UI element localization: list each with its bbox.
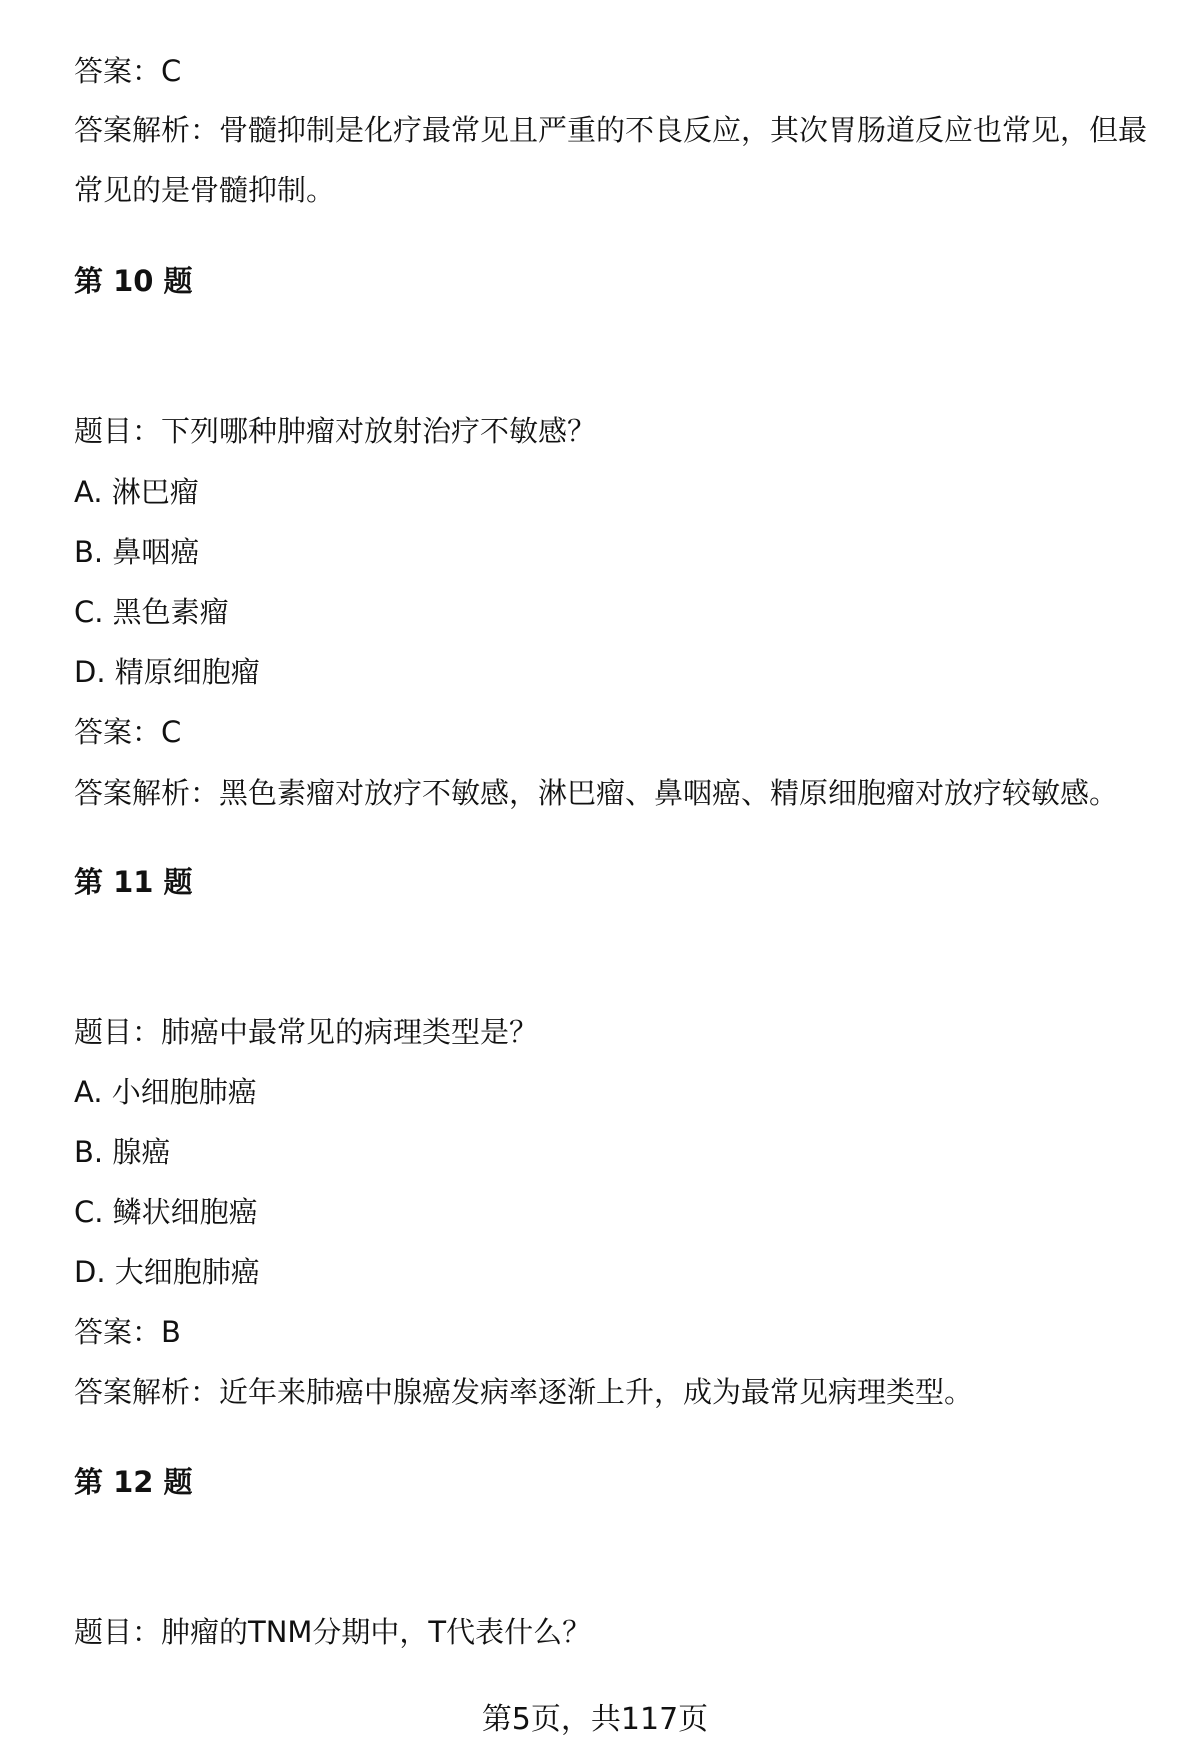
question-heading: 第 10 题 — [74, 264, 193, 298]
option-d: D. 大细胞肺癌 — [74, 1255, 260, 1289]
option-a: A. 淋巴瘤 — [74, 475, 199, 509]
prev-answer: 答案：C — [74, 54, 182, 88]
question-stem: 题目：下列哪种肿瘤对放射治疗不敏感？ — [74, 414, 597, 448]
prev-explanation: 答案解析：骨髓抑制是化疗最常见且严重的不良反应，其次胃肠道反应也常见，但最常见的是骨髓抑制。 — [74, 113, 1148, 207]
option-c: C. 鳞状细胞癌 — [74, 1195, 258, 1229]
option-c: C. 黑色素瘤 — [74, 595, 229, 629]
option-b: B. 腺癌 — [74, 1135, 171, 1169]
answer-explanation: 答案解析：近年来肺癌中腺癌发病率逐渐上升，成为最常见病理类型。 — [74, 1375, 974, 1409]
answer: 答案：C — [74, 715, 182, 749]
answer: 答案：B — [74, 1315, 181, 1349]
option-d: D. 精原细胞瘤 — [74, 655, 260, 689]
option-a: A. 小细胞肺癌 — [74, 1075, 257, 1109]
option-b: B. 鼻咽癌 — [74, 535, 200, 569]
answer-explanation: 答案解析：黑色素瘤对放疗不敏感，淋巴瘤、鼻咽癌、精原细胞瘤对放疗较敏感。 — [74, 776, 1119, 810]
question-heading: 第 12 题 — [74, 1465, 193, 1499]
question-heading: 第 11 题 — [74, 865, 193, 899]
question-stem: 题目：肿瘤的TNM分期中，T代表什么？ — [74, 1615, 592, 1649]
page-footer: 第5页，共117页 — [481, 1702, 709, 1737]
question-stem: 题目：肺癌中最常见的病理类型是？ — [74, 1015, 539, 1049]
